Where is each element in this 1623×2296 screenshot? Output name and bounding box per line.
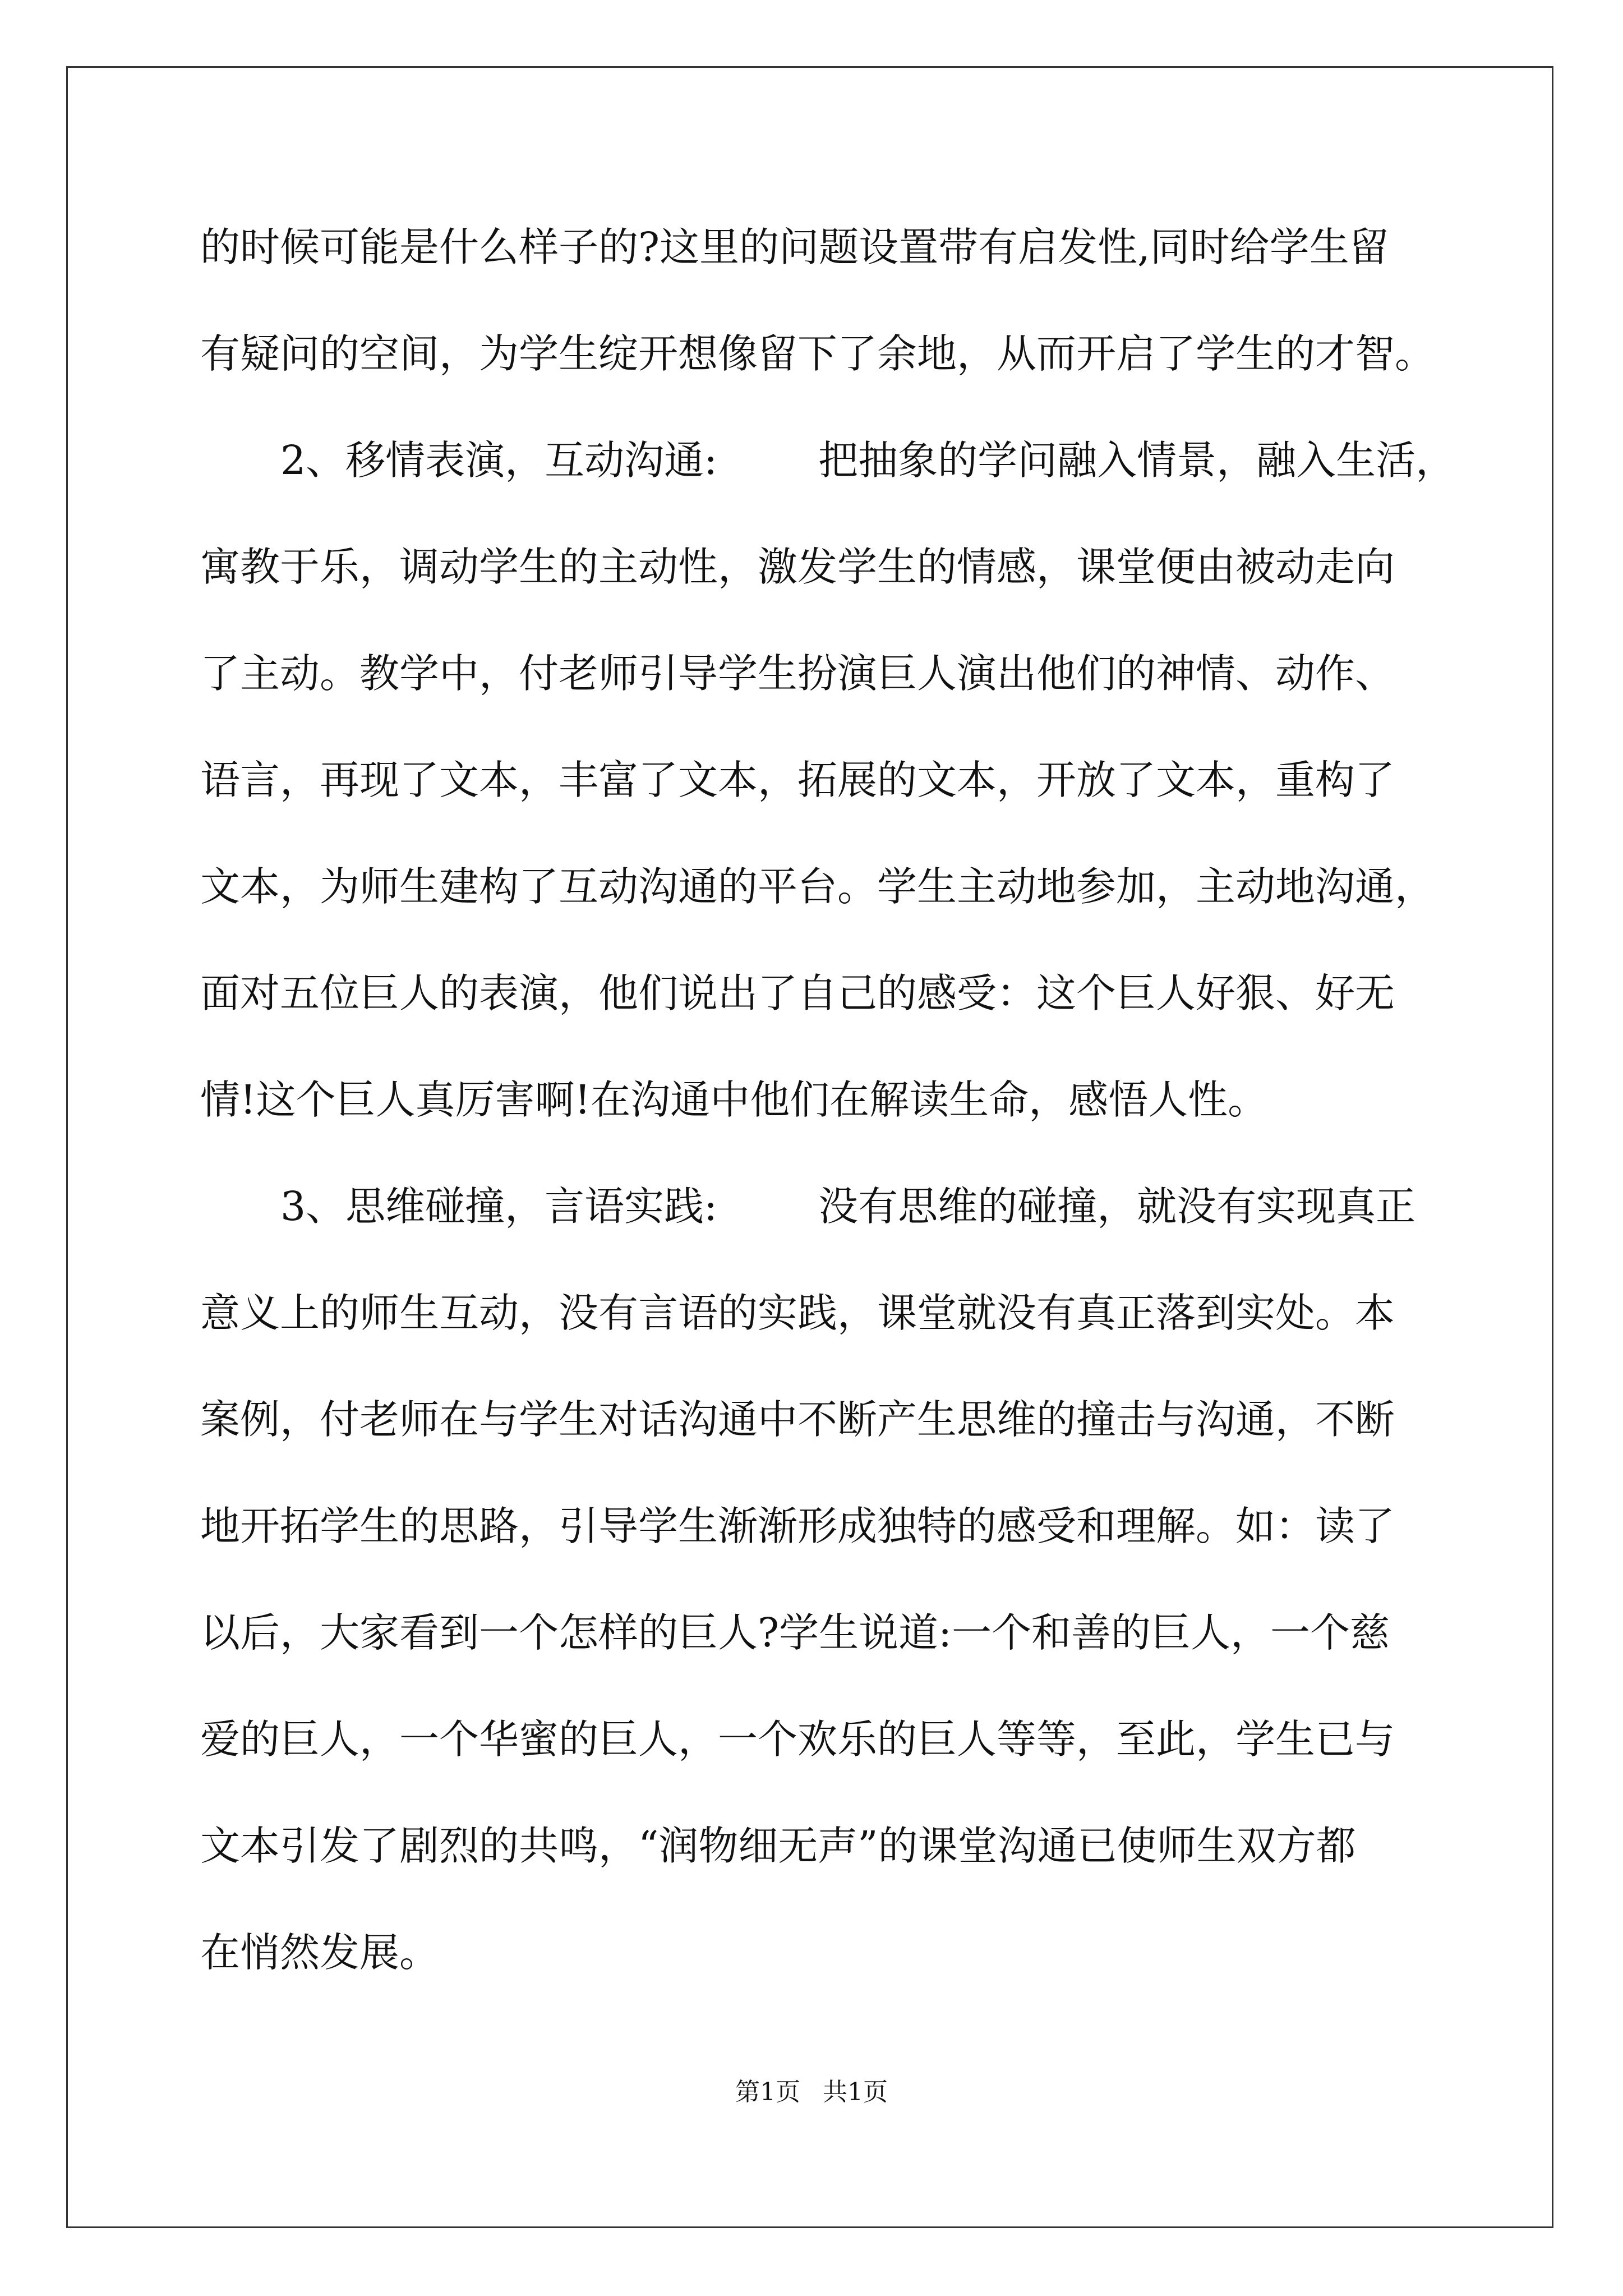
section-text: 没有思维的碰撞，就没有实现真正 <box>818 1183 1416 1230</box>
text-line: 在悄然发展。 <box>200 1929 440 1976</box>
section-heading: 2、移情表演，互动沟通: <box>280 437 718 484</box>
section-heading-line <box>200 431 1468 537</box>
text-line: 寓教于乐，调动学生的主动性，激发学生的情感，课堂便由被动走向 <box>200 544 1395 590</box>
section-heading: 3、思维碰撞，言语实践: <box>280 1183 718 1230</box>
page-total: 共1页 <box>823 2078 888 2106</box>
text-line: 情!这个巨人真厉害啊!在沟通中他们在解读生命，感悟人性。 <box>200 1076 1268 1123</box>
section-text: 把抽象的学问融入情景，融入生活， <box>818 437 1456 484</box>
text-line: 文本，为师生建构了互动沟通的平台。学生主动地参加，主动地沟通， <box>200 863 1435 910</box>
page-number: 第1页 <box>735 2078 800 2106</box>
page-footer <box>0 2076 1623 2109</box>
text-line: 爱的巨人，一个华蜜的巨人，一个欢乐的巨人等等，至此，学生已与 <box>200 1716 1395 1763</box>
text-line: 地开拓学生的思路，引导学生渐渐形成独特的感受和理解。如：读了 <box>200 1503 1395 1549</box>
text-line: 意义上的师生互动，没有言语的实践，课堂就没有真正落到实处。本 <box>200 1290 1395 1336</box>
text-line: 案例，付老师在与学生对话沟通中不断产生思维的撞击与沟通，不断 <box>200 1396 1395 1443</box>
text-line: 了主动。教学中，付老师引导学生扮演巨人演出他们的神情、动作、 <box>200 650 1395 697</box>
text-line: 有疑问的空间，为学生绽开想像留下了余地，从而开启了学生的才智。 <box>200 330 1435 377</box>
text-line: 的时候可能是什么样子的?这里的问题设置带有启发性,同时给学生留 <box>200 224 1389 270</box>
section-heading-line <box>200 1177 1468 1283</box>
text-line: 语言，再现了文本，丰富了文本，拓展的文本，开放了文本，重构了 <box>200 757 1395 803</box>
document-body <box>200 218 1468 2030</box>
text-line: 以后，大家看到一个怎样的巨人?学生说道:一个和善的巨人，一个慈 <box>200 1609 1390 1656</box>
text-line: 文本引发了剧烈的共鸣，“润物细无声”的课堂沟通已使师生双方都 <box>200 1823 1356 1869</box>
text-line: 面对五位巨人的表演，他们说出了自己的感受：这个巨人好狠、好无 <box>200 970 1395 1016</box>
